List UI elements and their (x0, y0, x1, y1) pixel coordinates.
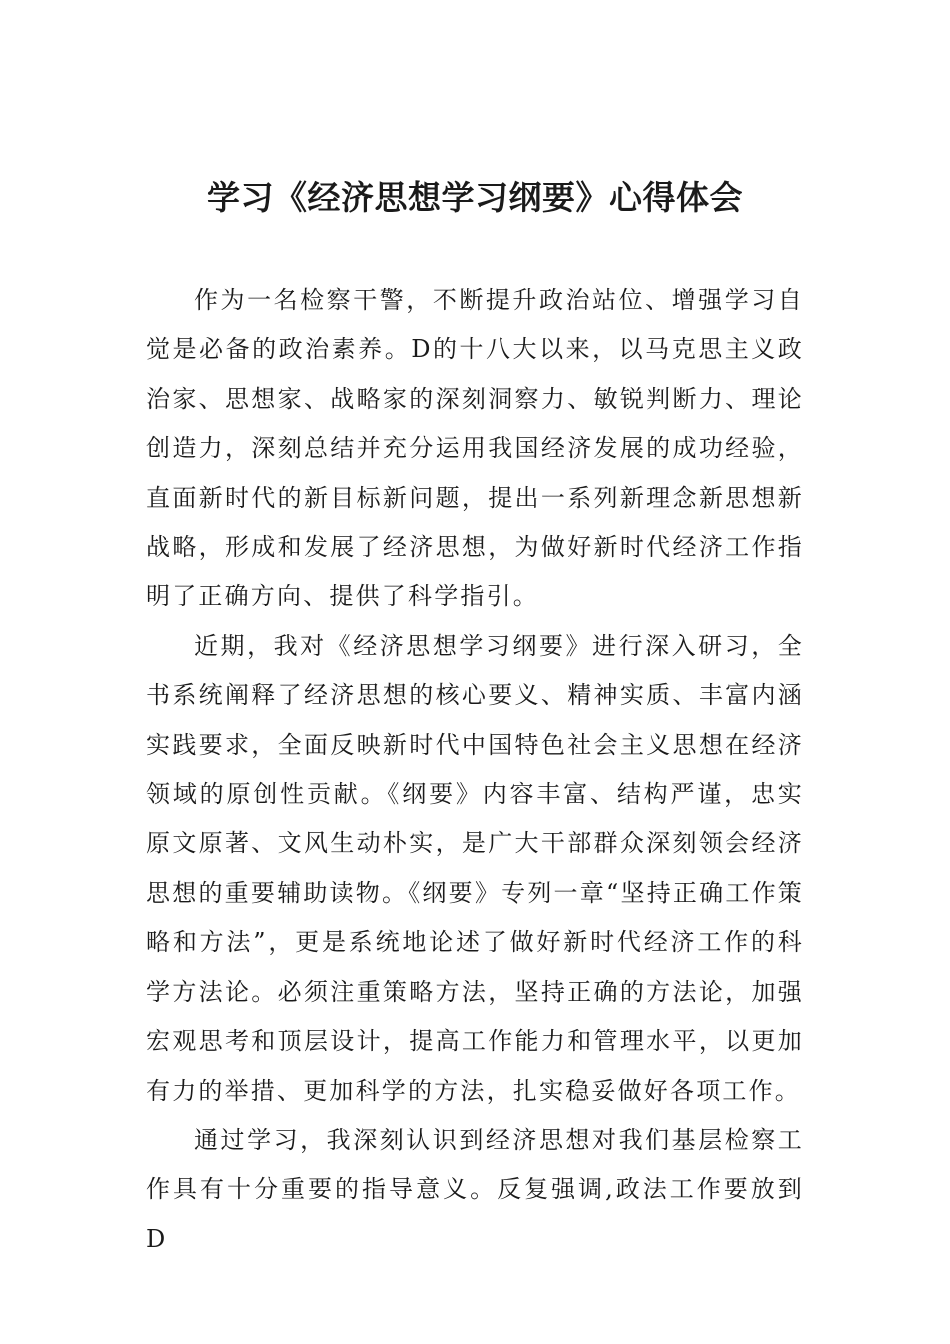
document-title: 学习《经济思想学习纲要》心得体会 (207, 178, 743, 217)
document-body (146, 276, 804, 1264)
paragraph-1: 作为一名检察干警，不断提升政治站位、增强学习自觉是必备的政治素养。D的十八大以来，以马克思主义政治家、思想家、战略家的深刻洞察力、敏锐判断力、理论创造力，深刻总结并充分运用我国经济发展的成功经验，直面新时代的新目标新问题，提出一系列新理念新思想新战略，形成和发展了经济思想，为做好新时代经济工作指明了正确方向、提供了科学指引。 (146, 286, 804, 611)
paragraph-3: 通过学习，我深刻认识到经济思想对我们基层检察工作具有十分重要的指导意义。反复强调,政法工作要放到D (146, 1125, 804, 1253)
paragraph-2: 近期，我对《经济思想学习纲要》进行深入研习，全书系统阐释了经济思想的核心要义、精神实质、丰富内涵实践要求，全面反映新时代中国特色社会主义思想在经济领域的原创性贡献。《纲要》内容丰富、结构严谨，忠实原文原著、文风生动朴实，是广大干部群众深刻领会经济思想的重要辅助读物。《纲要》专列一章“坚持正确工作策略和方法”，更是系统地论述了做好新时代经济工作的科学方法论。必须注重策略方法，坚持正确的方法论，加强宏观思考和顶层设计，提高工作能力和管理水平，以更加有力的举措、更加科学的方法，扎实稳妥做好各项工作。 (146, 631, 804, 1105)
